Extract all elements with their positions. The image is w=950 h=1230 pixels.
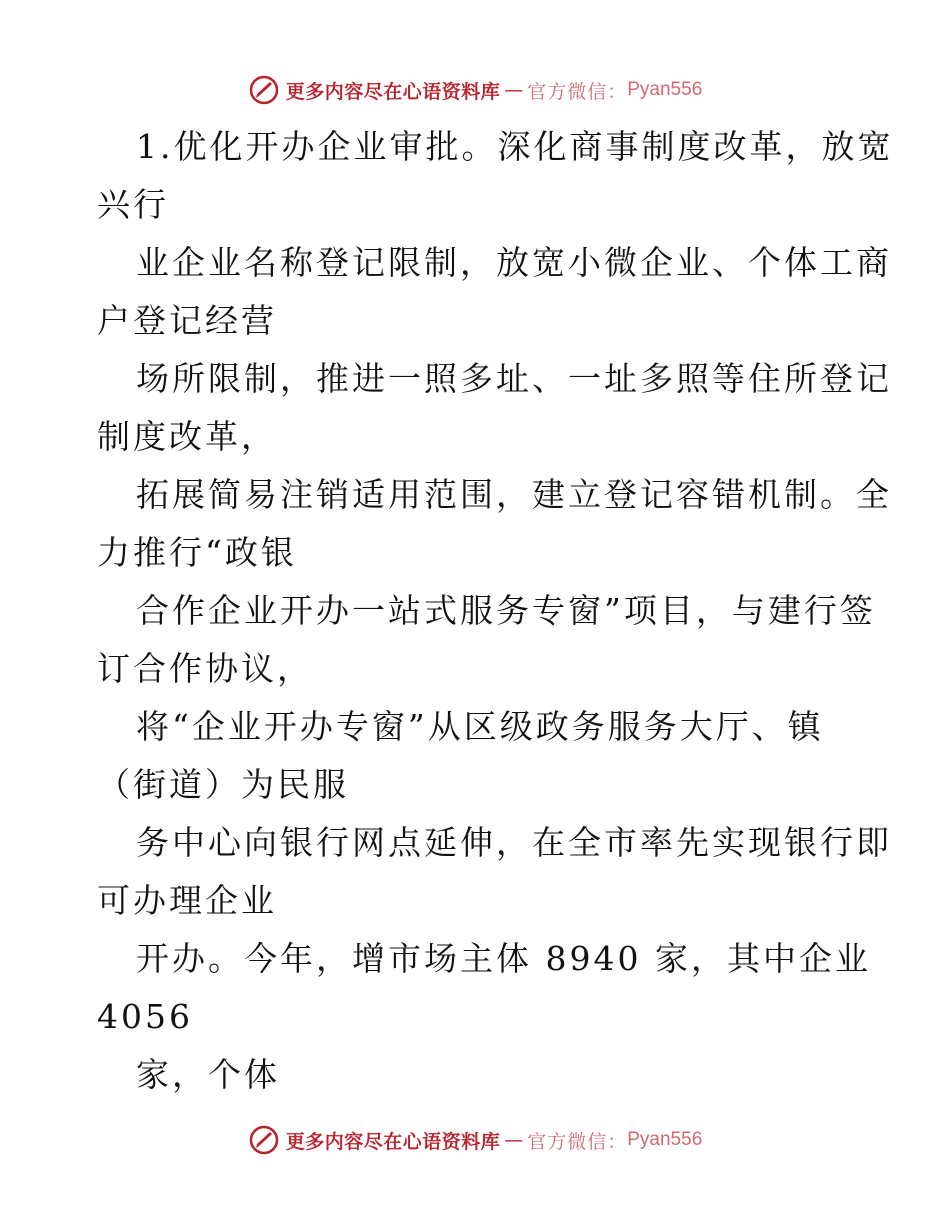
body-text-line: 1.优化开办企业审批。深化商事制度改革，放宽 (136, 127, 894, 166)
watermark-label: 官方微信： (527, 1130, 628, 1153)
brand-logo-icon (248, 74, 280, 106)
body-text-line: （街道）为民服 (97, 765, 349, 804)
watermark-label: 官方微信： (527, 80, 628, 103)
header-watermark (0, 72, 950, 108)
body-text-line: 制度改革， (97, 417, 277, 456)
watermark-brand: 更多内容尽在心语资料库 (285, 1130, 501, 1153)
watermark-separator: — (504, 79, 524, 101)
body-text-line: 订合作协议， (97, 649, 313, 688)
body-text-line: 4056 (97, 997, 193, 1036)
watermark-brand: 更多内容尽在心语资料库 (285, 80, 501, 103)
watermark-wechat-id: Pyan556 (627, 1129, 703, 1150)
body-text-line: 开办。今年，增市场主体 8940 家，其中企业 (136, 939, 871, 978)
watermark-wechat-id: Pyan556 (627, 79, 703, 100)
body-text-line: 力推行“政银 (97, 533, 297, 572)
body-text-line: 可办理企业 (97, 881, 277, 920)
brand-logo-icon (248, 1124, 280, 1156)
body-text-line: 拓展简易注销适用范围，建立登记容错机制。全 (136, 475, 892, 514)
document-body (97, 118, 894, 1104)
body-text-line: 场所限制，推进一照多址、一址多照等住所登记 (136, 359, 892, 398)
footer-watermark (0, 1122, 950, 1158)
body-text-line: 务中心向银行网点延伸，在全市率先实现银行即 (136, 823, 892, 862)
body-text-line: 将“企业开办专窗”从区级政务服务大厅、镇 (136, 707, 824, 746)
watermark-separator: — (504, 1129, 524, 1151)
body-text-line: 合作企业开办一站式服务专窗”项目，与建行签 (136, 591, 876, 630)
body-text-line: 业企业名称登记限制，放宽小微企业、个体工商 (136, 243, 892, 282)
body-text-line: 兴行 (97, 185, 169, 224)
body-text-line: 家，个体 (136, 1055, 280, 1094)
body-text-line: 户登记经营 (97, 301, 277, 340)
